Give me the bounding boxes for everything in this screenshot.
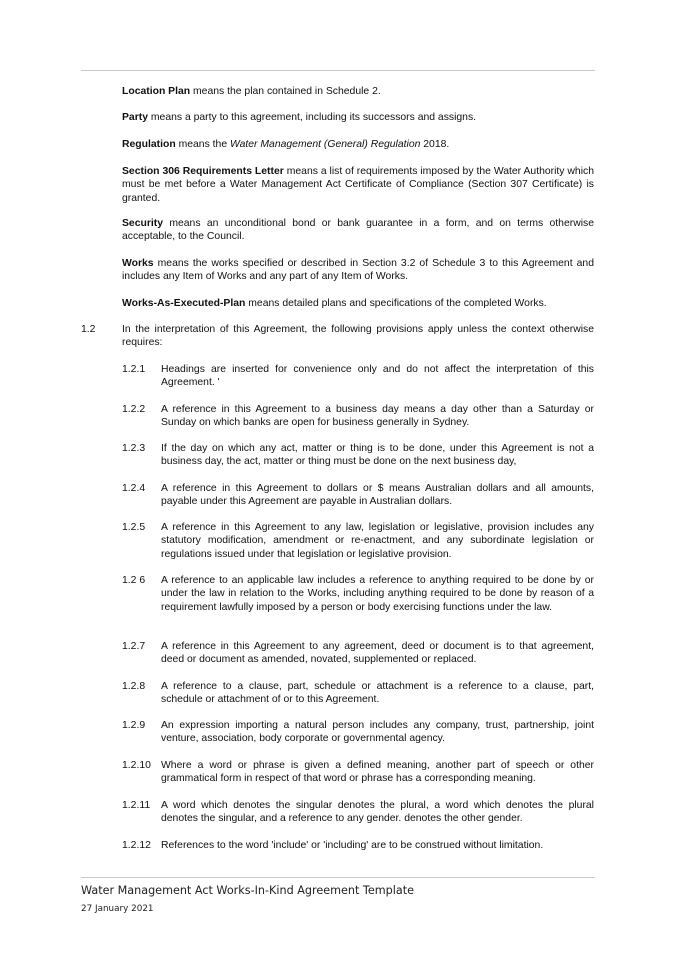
definition-works-as-executed-plan (122, 297, 594, 310)
definition-term: Works-As-Executed-Plan (122, 298, 246, 309)
subclause-text: References to the word 'include' or 'including' are to be construed without limitation. (161, 840, 544, 851)
footer-date: 27 January 2021 (81, 904, 154, 914)
subclause-text: A word which denotes the singular denotes the plural, a word which denotes the plural denotes the singular, and a reference to any gender. denotes the other gender. (161, 800, 594, 825)
subclause-number: 1.2.7 (122, 641, 146, 652)
subclause-text: A reference in this Agreement to a business day means a day other than a Saturday or Sunday on which banks are open for business generally in Sydney. (161, 404, 594, 429)
subclause-number: 1.2.1 (122, 364, 146, 375)
definition-section-306-letter (122, 165, 594, 205)
subclause-text: A reference to a clause, part, schedule or attachment is a reference to a clause, part, schedule or attachment of or to this Agreement. (161, 681, 594, 706)
definition-term: Party (122, 112, 148, 123)
footer-rule (81, 877, 595, 878)
definition-text: means a list of requirements imposed by the Water Authority which must be met before a Water Management Act Certificate of Compliance (Section 307 Certificate) is granted. (122, 166, 594, 204)
definition-term: Section 306 Requirements Letter (122, 166, 284, 177)
definition-text: means the works specified or described in Section 3.2 of Schedule 3 to this Agreement and includes any Item of Works and any part of any Item of Works. (122, 258, 594, 283)
definition-term: Regulation (122, 139, 176, 150)
definition-regulation (122, 138, 594, 151)
subclause-text: A reference in this Agreement to dollars or $ means Australian dollars and all amounts, payable under this Agreement are payable in Australian dollars. (161, 483, 594, 508)
clause-number: 1.2 (81, 324, 96, 335)
footer-document-title: Water Management Act Works-In-Kind Agreement Template (81, 884, 414, 897)
subclause-number: 1.2.5 (122, 522, 146, 533)
clause-text: In the interpretation of this Agreement, the following provisions apply unless the context otherwise requires: (122, 324, 594, 349)
subclause-number: 1.2.4 (122, 483, 146, 494)
subclause-number: 1.2.9 (122, 720, 146, 731)
subclause-text: An expression importing a natural person includes any company, trust, partnership, joint venture, association, body corporate or governmental agency. (161, 720, 594, 745)
definition-text: means detailed plans and specifications of the completed Works. (245, 298, 547, 309)
definition-term: Works (122, 258, 154, 269)
definition-party (122, 111, 594, 124)
subclause-text: Where a word or phrase is given a defined meaning, another part of speech or other grammatical form in respect of that word or phrase has a corresponding meaning. (161, 760, 594, 785)
subclause-text: A reference to an applicable law includes a reference to anything required to be done by or under the law in relation to the Works, including anything required to be done by reason of a requirement lawfully imposed by a person or body exercising functions under the law. (161, 575, 594, 613)
definition-text: means the plan contained in Schedule 2. (190, 86, 381, 97)
definition-works (122, 257, 594, 284)
subclause-number: 1.2.11 (122, 800, 151, 811)
subclause-text: A reference in this Agreement to any law, legislation or legislative, provision includes any statutory modification, amendment or re-enactment, and any subordinate legislation or regulations issued under that legislation or legislative provision. (161, 522, 594, 560)
definition-text: means the (175, 139, 230, 150)
definition-term: Location Plan (122, 86, 191, 97)
definition-location-plan (122, 85, 594, 98)
header-rule (81, 70, 595, 71)
subclause-number: 1.2.12 (122, 840, 151, 851)
subclause-number: 1.2.3 (122, 443, 146, 454)
subclause-text: A reference in this Agreement to any agreement, deed or document is to that agreement, deed or document as amended, novated, supplemented or replaced. (161, 641, 594, 666)
subclause-text: If the day on which any act, matter or thing is to be done, under this Agreement is not a business day, the act, matter or thing must be done on the next business day, (161, 443, 594, 468)
definition-term: Security (122, 218, 164, 229)
regulation-title: Water Management (General) Regulation (229, 139, 421, 150)
subclause-number: 1.2.8 (122, 681, 146, 692)
subclause-number: 1.2.2 (122, 404, 146, 415)
definition-text: 2018. (420, 139, 450, 150)
definition-text: means a party to this agreement, including its successors and assigns. (148, 112, 477, 123)
subclause-text: Headings are inserted for convenience only and do not affect the interpretation of this Agreement. ' (161, 364, 594, 389)
subclause-number: 1.2 6 (122, 575, 146, 586)
definition-text: means an unconditional bond or bank guarantee in a form, and on terms otherwise acceptable, to the Council. (122, 218, 594, 243)
subclause-number: 1.2.10 (122, 760, 151, 771)
definition-security (122, 217, 594, 244)
